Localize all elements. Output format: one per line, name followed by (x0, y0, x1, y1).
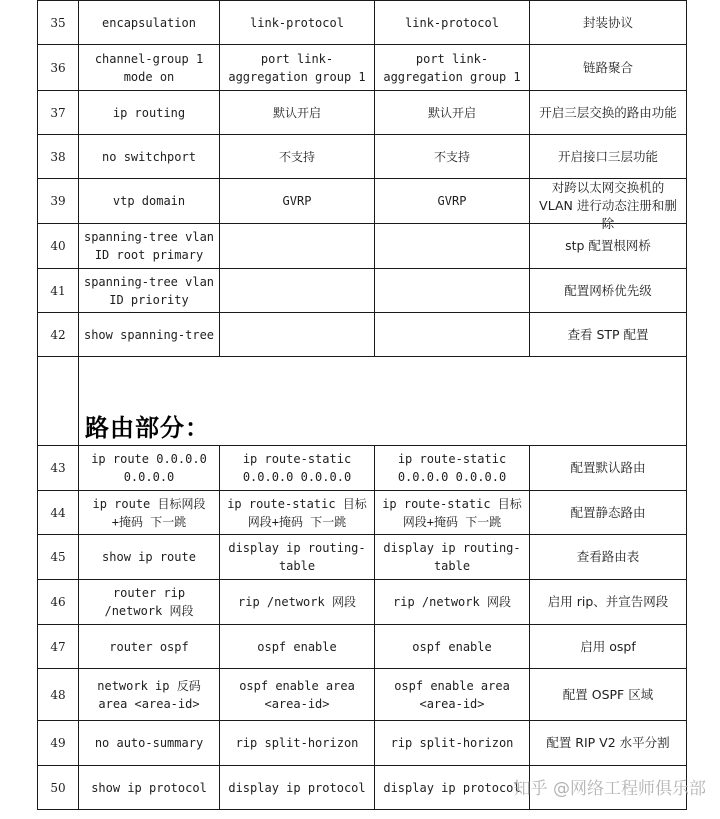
cisco-command: vtp domain (79, 179, 220, 224)
huawei-command: display ip protocol (220, 766, 375, 810)
row-number: 37 (38, 91, 79, 135)
row-number: 50 (38, 766, 79, 810)
huawei-command: GVRP (220, 179, 375, 224)
row-number: 44 (38, 491, 79, 535)
command-description: stp 配置根网桥 (530, 224, 687, 269)
huawei-command: rip split-horizon (220, 721, 375, 766)
row-number: 38 (38, 135, 79, 179)
row-number: 39 (38, 179, 79, 224)
huawei-command (220, 313, 375, 357)
table-row (38, 179, 687, 224)
huawei-command: 默认开启 (220, 91, 375, 135)
command-description: 查看路由表 (530, 535, 687, 580)
cisco-command: ip route 0.0.0.0 0.0.0.0 (79, 446, 220, 491)
h3c-command: rip split-horizon (375, 721, 530, 766)
row-number: 35 (38, 1, 79, 45)
section-header-row (38, 357, 687, 446)
command-description: 启用 rip、并宣告网段 (530, 580, 687, 625)
command-description: 开启三层交换的路由功能 (530, 91, 687, 135)
row-number: 43 (38, 446, 79, 491)
table-row (38, 491, 687, 535)
table-row (38, 535, 687, 580)
cisco-command: show ip route (79, 535, 220, 580)
table-row (38, 313, 687, 357)
h3c-command: display ip routing-table (375, 535, 530, 580)
cisco-command: router rip /network 网段 (79, 580, 220, 625)
h3c-command: 不支持 (375, 135, 530, 179)
huawei-command: ospf enable area <area-id> (220, 669, 375, 721)
table-row (38, 224, 687, 269)
h3c-command: port link-aggregation group 1 (375, 45, 530, 91)
h3c-command (375, 269, 530, 313)
table-row (38, 269, 687, 313)
table-row (38, 1, 687, 45)
row-number: 40 (38, 224, 79, 269)
command-description: 开启接口三层功能 (530, 135, 687, 179)
table-row (38, 669, 687, 721)
row-number: 45 (38, 535, 79, 580)
huawei-command: link-protocol (220, 1, 375, 45)
table-row (38, 580, 687, 625)
command-comparison-table (37, 0, 687, 810)
command-description: 配置 RIP V2 水平分割 (530, 721, 687, 766)
cisco-command: ip route 目标网段+掩码 下一跳 (79, 491, 220, 535)
cisco-command: spanning-tree vlan ID root primary (79, 224, 220, 269)
huawei-command: 不支持 (220, 135, 375, 179)
command-description: 配置默认路由 (530, 446, 687, 491)
command-description: 封装协议 (530, 1, 687, 45)
huawei-command (220, 224, 375, 269)
h3c-command: ip route-static 0.0.0.0 0.0.0.0 (375, 446, 530, 491)
table-row (38, 721, 687, 766)
command-description (530, 179, 687, 231)
h3c-command: GVRP (375, 179, 530, 224)
h3c-command (375, 313, 530, 357)
row-number: 36 (38, 45, 79, 91)
h3c-command: ospf enable (375, 625, 530, 669)
cisco-command: no auto-summary (79, 721, 220, 766)
cisco-command: show spanning-tree (79, 313, 220, 357)
table-row (38, 625, 687, 669)
huawei-command: rip /network 网段 (220, 580, 375, 625)
table-row (38, 91, 687, 135)
command-description: 链路聚合 (530, 45, 687, 91)
h3c-command (375, 224, 530, 269)
row-number: 47 (38, 625, 79, 669)
h3c-command: ip route-static 目标网段+掩码 下一跳 (375, 491, 530, 535)
zhihu-watermark: 知乎 @网络工程师俱乐部 (513, 779, 706, 799)
command-description: 启用 ospf (530, 625, 687, 669)
command-description: 配置网桥优先级 (530, 269, 687, 313)
h3c-command: display ip protocol (375, 766, 530, 810)
huawei-command: ospf enable (220, 625, 375, 669)
cisco-command: no switchport (79, 135, 220, 179)
cisco-command: spanning-tree vlan ID priority (79, 269, 220, 313)
cisco-command: show ip protocol (79, 766, 220, 810)
section-title-cell (79, 357, 687, 446)
section-number-cell (38, 357, 79, 446)
row-number: 49 (38, 721, 79, 766)
h3c-command: rip /network 网段 (375, 580, 530, 625)
description-text: 对跨以太网交换机的 VLAN 进行动态注册和删除 (539, 180, 677, 231)
row-number: 46 (38, 580, 79, 625)
command-description: 配置静态路由 (530, 491, 687, 535)
cisco-command: encapsulation (79, 1, 220, 45)
row-number: 42 (38, 313, 79, 357)
table-row (38, 45, 687, 91)
command-description: 查看 STP 配置 (530, 313, 687, 357)
h3c-command: ospf enable area <area-id> (375, 669, 530, 721)
h3c-command: 默认开启 (375, 91, 530, 135)
huawei-command: port link-aggregation group 1 (220, 45, 375, 91)
huawei-command: ip route-static 目标网段+掩码 下一跳 (220, 491, 375, 535)
table-row (38, 446, 687, 491)
section-title: 路由部分： (85, 414, 210, 442)
cisco-command: router ospf (79, 625, 220, 669)
row-number: 41 (38, 269, 79, 313)
cisco-command: ip routing (79, 91, 220, 135)
row-number: 48 (38, 669, 79, 721)
cisco-command: channel-group 1 mode on (79, 45, 220, 91)
h3c-command: link-protocol (375, 1, 530, 45)
huawei-command: display ip routing-table (220, 535, 375, 580)
table-row (38, 135, 687, 179)
huawei-command (220, 269, 375, 313)
huawei-command: ip route-static 0.0.0.0 0.0.0.0 (220, 446, 375, 491)
cisco-command: network ip 反码 area <area-id> (79, 669, 220, 721)
command-description: 配置 OSPF 区域 (530, 669, 687, 721)
